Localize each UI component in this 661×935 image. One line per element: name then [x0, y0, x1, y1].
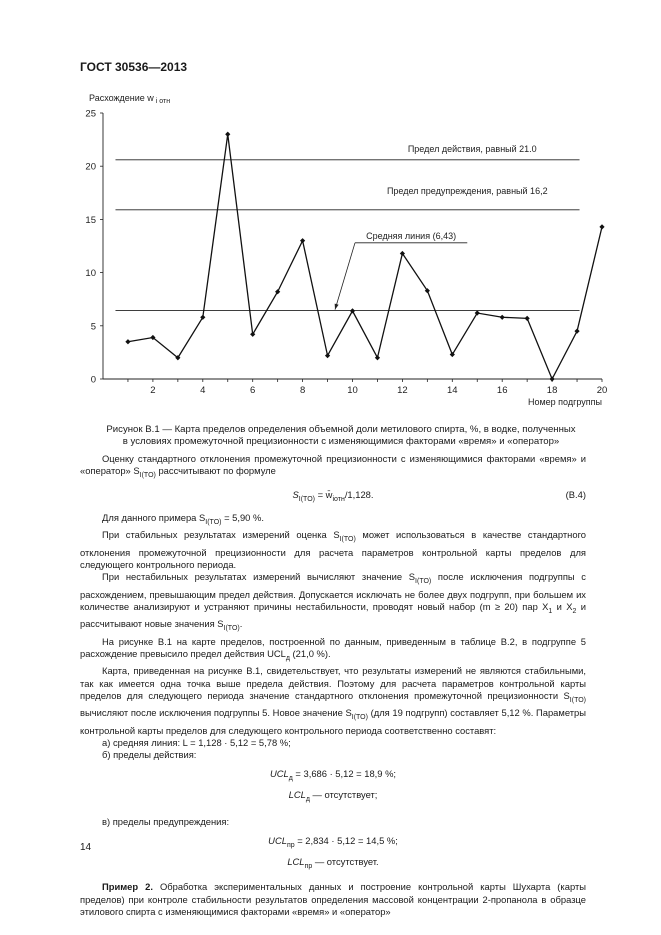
- y-tick-label: 5: [90, 321, 96, 333]
- y-axis-title: Расхождение w $_{i отн}$: [89, 93, 171, 105]
- chart-labels: [89, 93, 602, 407]
- arrow-head: [335, 304, 339, 310]
- x-tick-label: 2: [150, 385, 156, 396]
- x-axis-title: Номер подгруппы: [527, 397, 602, 407]
- data-point: [325, 353, 330, 358]
- example-2: Пример 2. Обработка экспериментальных данных и построение контрольной карты Шухарта (карты пределов) при контроле стабильности результатов определения массовой концентрации 2-пропанола в образце этилового спирта с изменяющимися факторами «время» и «оператор»: [80, 881, 586, 918]
- x-tick-label: 6: [250, 385, 256, 396]
- page-number: 14: [80, 842, 92, 853]
- data-point: [300, 238, 305, 243]
- y-tick-label: 0: [90, 374, 96, 386]
- x-tick-label: 18: [546, 385, 558, 396]
- x-tick-label: 8: [299, 385, 306, 396]
- formula-b4: $S_{I(TO)}$ = $w̄_{iотн}/1,128$. (В.4): [292, 488, 586, 503]
- data-point: [550, 376, 555, 381]
- paragraph-2: Для данного примера $S_{I(TO)} = 5,90$ %.: [102, 511, 264, 526]
- action-limit-label: Предел действия, равный 21.0: [407, 143, 537, 154]
- centre-line-label: Средняя линия (6,43): [366, 230, 457, 241]
- caption-line-2: в условиях промежуточной прецизионности с изменяющимися факторами «время» и «оператор»: [122, 436, 560, 447]
- data-point: [500, 315, 505, 320]
- paragraph-4: При нестабильных результатах измерений вычисляют значение $S_{I(TO)}$ после исключения подгруппы с расхождением, превышающим предел действия. Допускается исключать не более двух подгрупп, при большем их количестве анализируют и устраняют причины нестабильности, проводят новый набор (m ≥ 20) пар $X_1$ и $X_2$ и рассчитывают новые значения $S_{I(TO)}$.: [80, 571, 587, 633]
- item-v: в) пределы предупреждения:: [102, 816, 230, 828]
- data-point: [574, 329, 579, 334]
- y-tick-label: 15: [85, 214, 96, 226]
- x-tick-label: 20: [596, 385, 608, 396]
- x-tick-label: 4: [200, 385, 206, 396]
- paragraph-5: На рисунке В.1 на карте пределов, построенной по данным, приведенным в таблице В.2, в подгруппе 5 расхождение превысило предел действия $UCL_д$ (21,0 %).: [80, 635, 586, 662]
- data-point: [125, 339, 130, 344]
- data-point: [225, 132, 230, 137]
- data-point: [599, 224, 604, 229]
- ucl-warning: $UCL_{пр} = 2,834 \cdot 5,12 = 14,5$ %;: [268, 834, 398, 849]
- standard-header: ГОСТ 30536—2013: [80, 60, 188, 74]
- paragraph-3: При стабильных результатах измерений оценка $S_{I(TO)}$ может использоваться в качестве стандартного отклонения промежуточной прецизионности для расчета параметров контрольной карты пределов для следующего контрольного периода.: [80, 529, 586, 570]
- warning-limit-label: Предел предупреждения, равный 16,2: [386, 185, 548, 196]
- lcl-warning: $LCL_{пр}$ — отсутствует.: [287, 856, 379, 870]
- control-chart: [0, 0, 661, 420]
- x-tick-label: 16: [496, 385, 508, 396]
- data-point: [350, 308, 355, 313]
- ucl-action: $UCL_д = 3,686 \cdot 5,12 = 18,9$ %;: [269, 767, 397, 782]
- data-point: [525, 316, 530, 321]
- figure-caption: [96, 424, 586, 448]
- series-line: [125, 132, 604, 382]
- equation-number: (В.4): [565, 488, 586, 500]
- body-text: [80, 453, 586, 919]
- paragraph-1: Оценку стандартного отклонения промежуточной прецизионности с изменяющимися факторами «время» и «оператор» $S_{I(TO)}$ рассчитывают по формуле: [80, 453, 586, 480]
- limit-lines: [115, 160, 579, 311]
- y-tick-label: 25: [85, 108, 96, 120]
- y-tick-label: 10: [85, 268, 96, 280]
- x-tick-label: 10: [347, 385, 358, 396]
- item-b: б) пределы действия:: [102, 749, 197, 761]
- data-point: [375, 355, 380, 360]
- x-tick-label: 14: [447, 385, 458, 396]
- y-tick-label: 20: [85, 161, 96, 173]
- x-tick-label: 12: [397, 385, 408, 396]
- lcl-action: $LCL_д$ — отсутствует;: [288, 789, 378, 804]
- item-a: а) средняя линия: L = 1,128 · 5,12 = 5,78 %;: [102, 737, 291, 749]
- paragraph-6: Карта, приведенная на рисунке В.1, свидетельствует, что результаты измерений не являются стабильными, так как имеется одна точка выше предела действия. Поэтому для расчета параметров контрольной карты пределов для следующего периода значение стандартного отклонения промежуточной прецизионности $S_{I(TO)}$ вычисляют после исключения подгруппы 5. Новое значение $S_{I(TO)}$ (для 19 подгрупп) составляет 5,12 %. Параметры контрольной карты пределов для следующего контрольного периода соответственно составят:: [80, 665, 586, 736]
- caption-line-1: Рисунок В.1 — Карта пределов определения объемной доли метилового спирта, %, в водке, полученных: [106, 424, 576, 435]
- centre-label-arrow: [335, 243, 355, 310]
- series-polyline: [128, 134, 602, 379]
